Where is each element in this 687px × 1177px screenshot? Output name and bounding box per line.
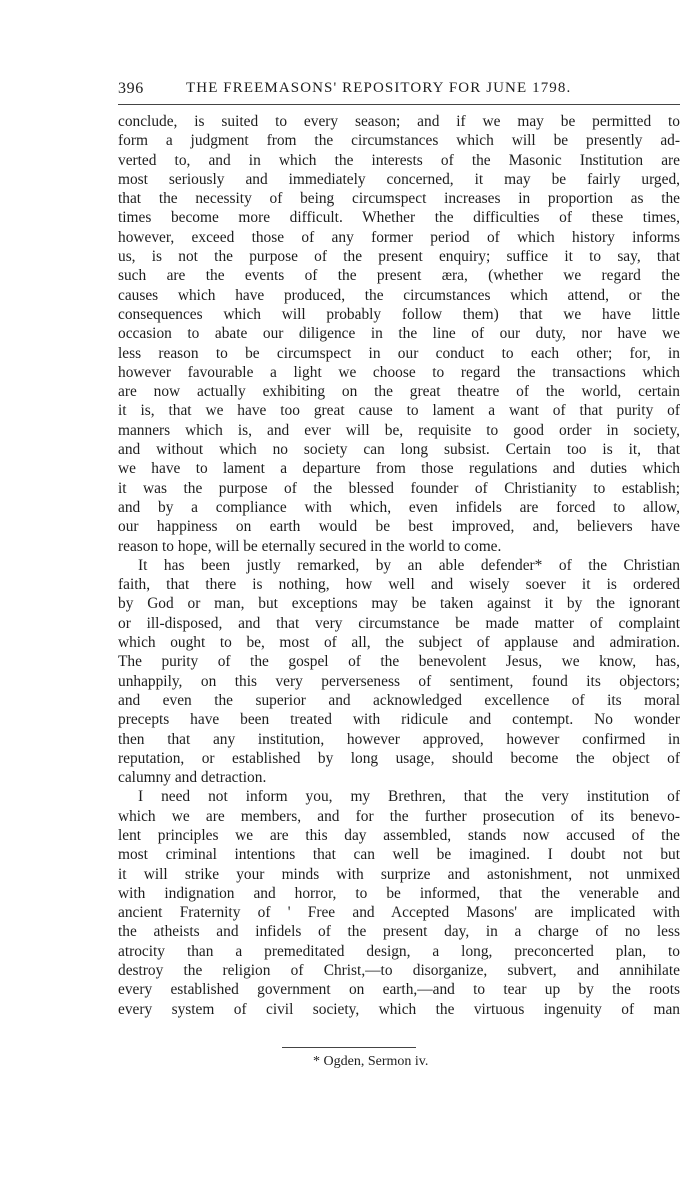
text-line: every established government on earth,—and to tear up by the roots <box>118 981 680 999</box>
text-line: it was the purpose of the blessed founder of Christianity to establish; <box>118 479 680 497</box>
text-line: and without which no society can long subsist. Certain too is it, that <box>118 441 680 459</box>
text-line: however favourable a light we choose to regard the transactions which <box>118 363 680 381</box>
footnote: * Ogden, Sermon iv. <box>313 1054 429 1069</box>
text-line: most seriously and immediately concerned, it may be fairly urged, <box>118 170 680 188</box>
text-line: however, exceed those of any former period of which history informs <box>118 228 680 246</box>
text-line: then that any institution, however approved, however confirmed in <box>118 730 680 748</box>
text-line: form a judgment from the circumstances which will be presently ad- <box>118 132 680 150</box>
paragraph-start-line: I need not inform you, my Brethren, that the very institution of <box>138 788 680 806</box>
text-line: lent principles we are this day assembled, stands now accused of the <box>118 826 680 844</box>
page-number: 396 <box>118 80 144 97</box>
footnote-rule <box>282 1047 416 1048</box>
text-line: by God or man, but exceptions may be taken against it by the ignorant <box>118 595 680 613</box>
text-line: with indignation and horror, to be informed, that the venerable and <box>118 884 680 902</box>
text-line: consequences which will probably follow them) that we have little <box>118 305 680 323</box>
text-line: manners which is, and ever will be, requisite to good order in society, <box>118 421 680 439</box>
running-title: THE FREEMASONS' REPOSITORY FOR JUNE 1798. <box>186 80 572 96</box>
text-line: reputation, or established by long usage, should become the object of <box>118 749 680 767</box>
paragraph-start-line: It has been justly remarked, by an able defender* of the Christian <box>138 556 680 574</box>
text-line: destroy the religion of Christ,—to disorganize, subvert, and annihilate <box>118 962 680 980</box>
text-line: every system of civil society, which the virtuous ingenuity of man <box>118 1000 680 1018</box>
body-text <box>118 112 680 1019</box>
text-line: verted to, and in which the interests of the Masonic Institution are <box>118 151 680 169</box>
text-line: the atheists and infidels of the present day, in a charge of no less <box>118 923 680 941</box>
text-line: and by a compliance with which, even infidels are forced to allow, <box>118 498 680 516</box>
header-rule <box>118 104 680 105</box>
text-line: and even the superior and acknowledged excellence of its moral <box>118 691 680 709</box>
text-line: or ill-disposed, and that very circumstance be made matter of complaint <box>118 614 680 632</box>
text-line: times become more difficult. Whether the difficulties of these times, <box>118 209 680 227</box>
text-line: less reason to be circumspect in our conduct to each other; for, in <box>118 344 680 362</box>
text-line: unhappily, on this very perverseness of sentiment, found its objectors; <box>118 672 680 690</box>
text-line: that the necessity of being circumspect increases in proportion as the <box>118 190 680 208</box>
text-line: conclude, is suited to every season; and if we may be permitted to <box>118 113 680 130</box>
paragraph-end-line: reason to hope, will be eternally secured in the world to come. <box>118 537 502 555</box>
text-line: most criminal intentions that can well be imagined. I doubt not but <box>118 846 680 864</box>
text-line: ancient Fraternity of ' Free and Accepted Masons' are implicated with <box>118 904 680 922</box>
text-line: it will strike your minds with surprize and astonishment, not unmixed <box>118 865 680 883</box>
text-line: precepts have been treated with ridicule and contempt. No wonder <box>118 711 680 729</box>
text-line: such are the events of the present æra, (whether we regard the <box>118 267 680 285</box>
text-line: causes which have produced, the circumstances which attend, or the <box>118 286 680 304</box>
text-line: faith, that there is nothing, how well and wisely soever it is ordered <box>118 576 680 594</box>
text-line: our happiness on earth would be best improved, and, believers have <box>118 518 680 536</box>
text-line: atrocity than a premeditated design, a long, preconcerted plan, to <box>118 942 680 960</box>
running-header <box>118 80 680 102</box>
text-line: which we are members, and for the further prosecution of its benevo- <box>118 807 680 825</box>
paragraph-end-line: calumny and detraction. <box>118 769 267 787</box>
text-line: it is, that we have too great cause to lament a want of that purity of <box>118 402 680 420</box>
text-line: are now actually exhibiting on the great theatre of the world, certain <box>118 383 680 401</box>
text-line: us, is not the purpose of the present enquiry; suffice it to say, that <box>118 248 680 266</box>
text-line: The purity of the gospel of the benevolent Jesus, we know, has, <box>118 653 680 671</box>
text-line: we have to lament a departure from those regulations and duties which <box>118 460 680 478</box>
text-line: which ought to be, most of all, the subject of applause and admiration. <box>118 634 680 652</box>
text-line: occasion to abate our diligence in the line of our duty, nor have we <box>118 325 680 343</box>
